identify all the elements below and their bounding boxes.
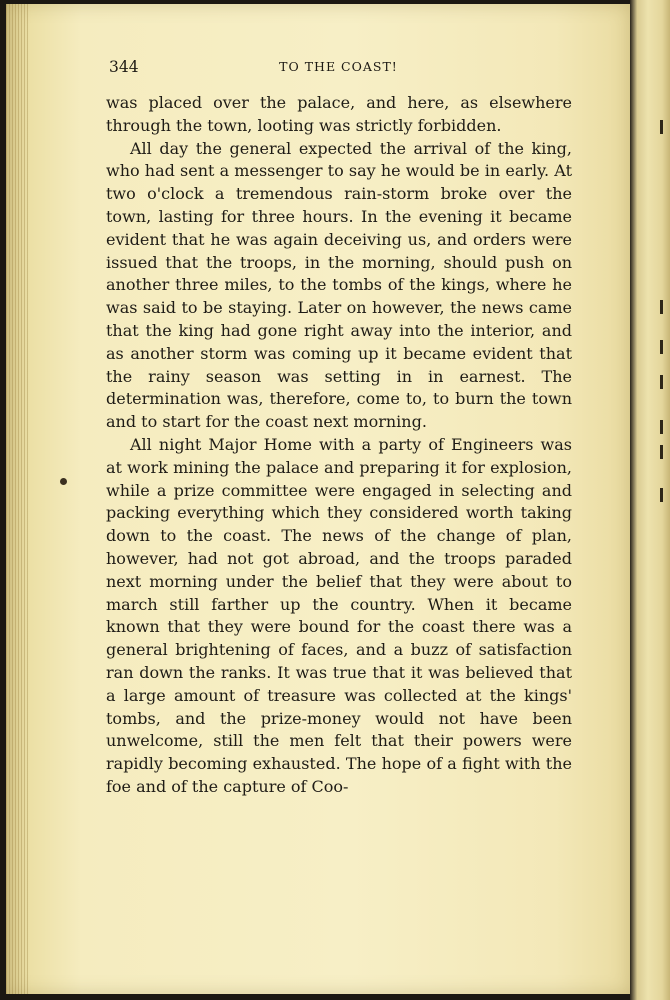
edge-mark — [660, 340, 663, 354]
running-head: TO THE COAST! — [279, 59, 398, 74]
edge-mark — [660, 488, 663, 502]
page-edges — [6, 4, 28, 994]
page-header — [105, 58, 572, 80]
edge-mark — [660, 375, 663, 389]
edge-mark — [660, 420, 663, 434]
margin-dot — [60, 478, 67, 485]
edge-mark — [660, 445, 663, 459]
body-text — [106, 92, 572, 799]
paragraph: was placed over the palace, and here, as elsewhere through the town, looting was strictly forbidden. — [106, 93, 572, 135]
facing-page-edge — [630, 0, 670, 1000]
edge-mark — [660, 120, 663, 134]
paragraph: All day the general expected the arrival of the king, who had sent a messenger to say he would be in early. At two o'clock a tremendous rain-storm broke over the town, lasting for three hours. In the evening it became evident that he was again deceiving us, and orders were issued that the troops, in the morning, should push on another three miles, to the tombs of the kings, where he was said to be staying. Later on however, the news came that the king had gone right away into the interior, and as another storm was coming up it became evident that the rainy season was setting in in earnest. The determination was, therefore, come to, to burn the town and to start for the coast next morning. — [106, 138, 572, 432]
page-number: 344 — [109, 58, 139, 76]
paragraph: All night Major Home with a party of Engineers was at work mining the palace and preparing it for explosion, while a prize committee were engaged in selecting and packing everything which they considered worth taking down to the coast. The news of the change of plan, however, had not got abroad, and the troops paraded next morning under the belief that they were about to march still farther up the country. When it became known that they were bound for the coast there was a general brightening of faces, and a buzz of satisfaction ran down the ranks. It was true that it was believed that a large amount of treasure was collected at the kings' tombs, and the prize-money would not have been unwelcome, still the men felt that their powers were rapidly becoming exhausted. The hope of a fight with the foe and of the capture of Coo- — [106, 434, 572, 796]
edge-mark — [660, 300, 663, 314]
